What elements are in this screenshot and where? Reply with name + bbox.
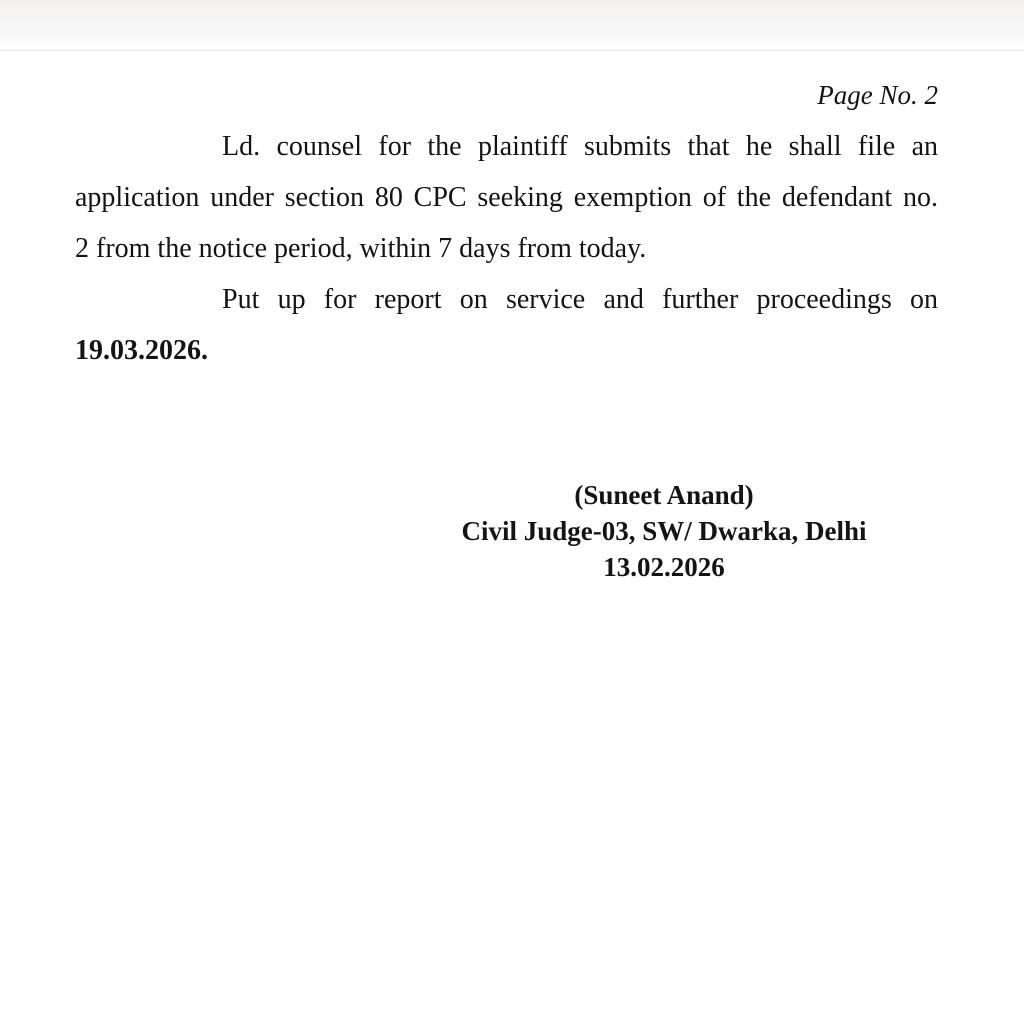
- next-hearing-date: 19.03.2026.: [75, 335, 208, 366]
- signature-block: [448, 477, 880, 585]
- page-number: Page No. 2: [817, 80, 938, 110]
- paragraph1-line2: application under section 80 CPC seeking exemption of the defendant no.: [75, 182, 938, 213]
- judge-name: (Suneet Anand): [574, 480, 754, 510]
- paragraph2-lead-line: Put up for report on service and further proceedings on: [222, 284, 938, 315]
- order-body: [75, 121, 938, 376]
- order-date: 13.02.2026: [603, 552, 725, 582]
- paragraph1-line1: Ld. counsel for the plaintiff submits that he shall file an: [222, 131, 938, 162]
- judge-designation: Civil Judge-03, SW/ Dwarka, Delhi: [461, 516, 867, 546]
- scan-top-shading: [0, 0, 1024, 51]
- paragraph-counsel-submission: [75, 121, 938, 274]
- paragraph-next-hearing: [75, 274, 938, 376]
- paragraph1-line3: 2 from the notice period, within 7 days from today.: [75, 233, 647, 264]
